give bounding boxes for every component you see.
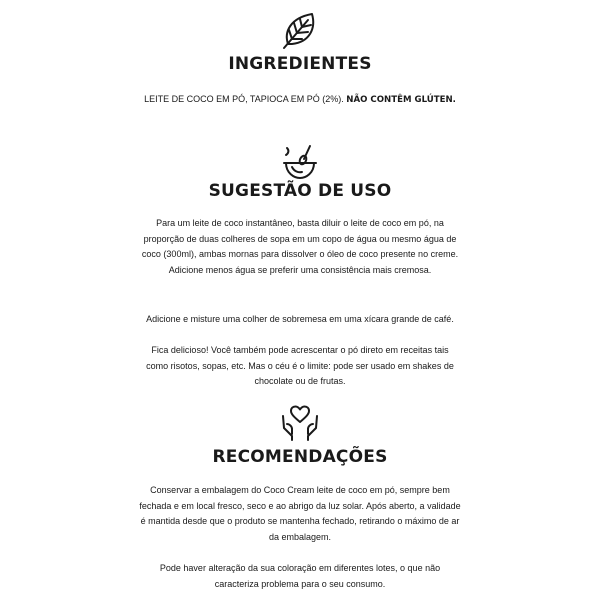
- recommendations-paragraph-2: Pode haver alteração da sua coloração em diferentes lotes, o que não caracteriza problema para o seu consumo.: [159, 563, 441, 589]
- ingredients-text: [130, 92, 470, 109]
- usage-title: SUGESTÃO DE USO: [208, 181, 392, 201]
- recommendations-paragraph-1: Conservar a embalagem do Coco Cream leite de coco em pó, sempre bem fechada e em local fresco, seco e ao abrigo da luz solar. Após aberto, a validade é mantida desde que o produto se mantenha fechado, retirando o máximo de ar da embalagem.: [139, 485, 461, 542]
- usage-paragraph-3: Fica delicioso! Você também pode acrescentar o pó direto em receitas tais como risotos, sopas, etc. Mas o céu é o limite: pode ser usado em shakes de chocolate ou de frutas.: [146, 345, 454, 387]
- bowl-spoon-icon: [280, 141, 320, 181]
- recommendations-title: RECOMENDAÇÕES: [212, 447, 388, 467]
- ingredients-title: INGREDIENTES: [228, 54, 372, 74]
- ingredients-list: LEITE DE COCO EM PÓ, TAPIOCA EM PÓ (2%).: [144, 94, 347, 104]
- usage-paragraph-2: Adicione e misture uma colher de sobremesa em uma xícara grande de café.: [146, 314, 454, 324]
- heart-hands-icon: [280, 404, 320, 442]
- gluten-free-notice: NÃO CONTÊM GLÚTEN.: [346, 95, 456, 105]
- leaf-icon: [278, 8, 322, 52]
- usage-paragraph-1: Para um leite de coco instantâneo, basta diluir o leite de coco em pó, na proporção de duas colheres de sopa em um copo de água ou mesmo água de coco (300ml), ambas mornas para dissolver o óleo de coco presente no creme. Adicione menos água se preferir uma consistência mais cremosa.: [141, 218, 459, 275]
